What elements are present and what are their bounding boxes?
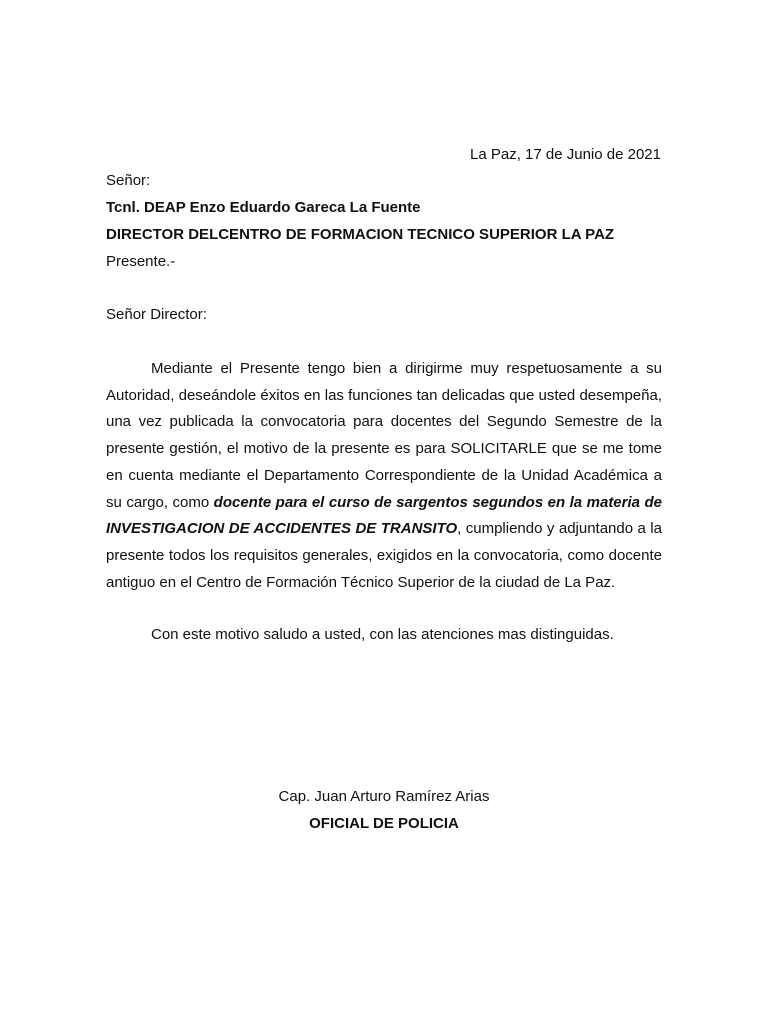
closing-line: Con este motivo saludo a usted, con las atenciones mas distinguidas. — [151, 626, 614, 643]
presente-line: Presente.- — [106, 253, 176, 270]
greeting: Señor Director: — [106, 306, 207, 323]
salutation-top: Señor: — [106, 172, 151, 189]
body-part-2: , cumpliendo y adjuntando a la presente todos los requisitos generales, exigidos en la convocatoria, como docente antiguo en el Centro de Formación Técnico Superior de la ciudad de La Paz. — [106, 520, 662, 591]
signer-name: Cap. Juan Arturo Ramírez Arias — [278, 788, 490, 805]
signer-title: OFICIAL DE POLICIA — [309, 815, 459, 832]
body-emphasis: docente para el curso de sargentos segundos en la materia de INVESTIGACION DE ACCIDENTES DE TRANSITO — [106, 493, 662, 538]
recipient-title: DIRECTOR DELCENTRO DE FORMACION TECNICO SUPERIOR LA PAZ — [106, 226, 615, 243]
recipient-name: Tcnl. DEAP Enzo Eduardo Gareca La Fuente — [106, 199, 421, 216]
letter-date: La Paz, 17 de Junio de 2021 — [470, 146, 661, 163]
letter-body — [106, 356, 662, 596]
body-part-1: Mediante el Presente tengo bien a dirigirme muy respetuosamente a su Autoridad, deseándole éxitos en las funciones tan delicadas que usted desempeña, una vez publicada la convocatoria para docentes del Segundo Semestre de la presente gestión, el motivo de la presente es para SOLICITARLE que se me tome en cuenta mediante el Departamento Correspondiente de la Unidad Académica a su cargo, como — [106, 360, 662, 511]
